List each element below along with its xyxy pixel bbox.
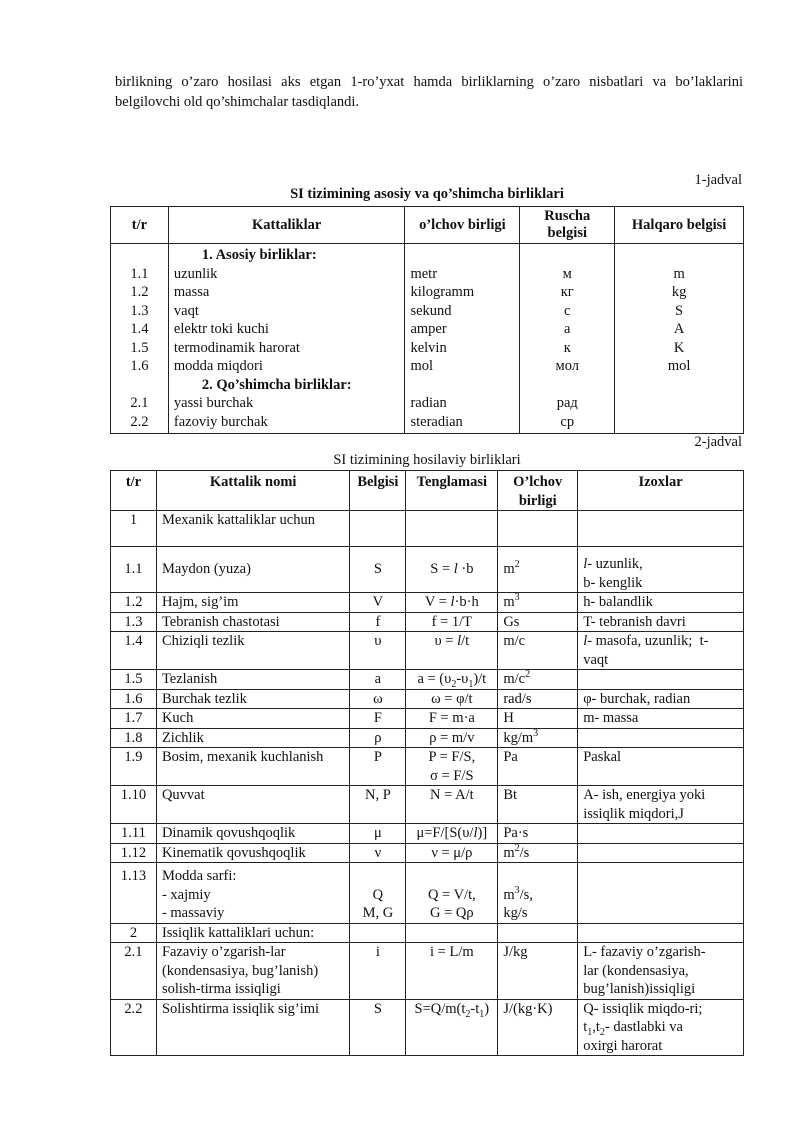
header-cell: t/r xyxy=(111,471,157,511)
section-heading: 1. Asosiy birliklar: xyxy=(201,247,317,263)
table-header-row xyxy=(111,471,744,511)
table2-title: SI tizimining hosilaviy birliklari xyxy=(333,452,521,468)
intro-paragraph: birlikning o’zaro hosilasi aks etgan 1-ro’yxat hamda birliklarning o’zaro nisbatlari va bo’laklarini belgilovchi old qo’shimchalar tasdiqlandi. xyxy=(115,74,743,110)
table-row: 2 Issiqlik kattaliklari uchun: xyxy=(111,923,744,943)
russian-symbol-column: м кг с а к мол рад ср xyxy=(520,244,615,434)
table-row: 1.7 Kuch F F = m·a H m- massa xyxy=(111,709,744,729)
table-row: 2.2 Solishtirma issiqlik sig’imi S $S=Q/m(t_2-t_1)$ J/(kg·K) Q- issiqlik miqdo-ri; $t_1,t_2-$ dastlabki va oxirgi harorat xyxy=(111,999,744,1056)
table-row: 1.11 Dinamik qovushqoqlik μ μ=F/[S(υ/l)] Pa·s xyxy=(111,824,744,844)
international-symbol-column: m kg S A K mol xyxy=(615,244,744,434)
header-cell: Ruscha belgisi xyxy=(520,207,615,244)
table-row: 1.13 Modda sarfi: - xajmiy - massaviy Q M, G Q = V/t, G = Qρ $m^3/s$, kg/s xyxy=(111,863,744,924)
table2-label: 2-jadval xyxy=(694,434,742,450)
header-cell: o’lchov birligi xyxy=(405,207,520,244)
table-row: 1.9 Bosim, mexanik kuchlanish P P = F/S, σ = F/S Pa Paskal xyxy=(111,748,744,786)
si-derived-units-table xyxy=(110,470,744,1056)
number-column: 1.1 1.2 1.3 1.4 1.5 1.6 2.1 2.2 xyxy=(111,244,169,434)
table-row: 1.3 Tebranish chastotasi f f = 1/T Gs T- tebranish davri xyxy=(111,612,744,632)
si-base-units-table xyxy=(110,206,744,434)
table-row: 1 Mexanik kattaliklar uchun xyxy=(111,511,744,547)
header-cell: Belgisi xyxy=(350,471,406,511)
header-cell: t/r xyxy=(111,207,169,244)
table-row: 1.12 Kinematik qovushqoqlik ν ν = μ/ρ $m^2/s$ xyxy=(111,843,744,863)
header-cell: O’lchov birligi xyxy=(498,471,578,511)
header-cell: Izoxlar xyxy=(578,471,744,511)
table-row: 1.2 Hajm, sig’im V V = l·b·h $m^3$ h- balandlik xyxy=(111,593,744,613)
quantity-column: 1. Asosiy birliklar: uzunlik massa vaqt elektr toki kuchi termodinamik harorat modda miqdori 2. Qo’shimcha birliklar: yassi burchak fazoviy burchak xyxy=(168,244,405,434)
section-heading: 2. Qo’shimcha birliklar: xyxy=(201,376,352,393)
table-row: 1.8 Zichlik ρ ρ = m/v $kg/m^3$ xyxy=(111,728,744,748)
header-cell: Halqaro belgisi xyxy=(615,207,744,244)
unit-column: metr kilogramm sekund amper kelvin mol radian steradian xyxy=(405,244,520,434)
header-cell: Kattalik nomi xyxy=(156,471,349,511)
table1-title: SI tizimining asosiy va qo’shimcha birliklari xyxy=(290,186,564,202)
table-body-row xyxy=(111,244,744,434)
table-row: 1.4 Chiziqli tezlik υ υ = l/t m/c l- masofa, uzunlik; t- vaqt xyxy=(111,632,744,670)
table-header-row xyxy=(111,207,744,244)
table-row: 1.1 Maydon (yuza) S S = l ·b $m^2$ l- uzunlik, b- kenglik xyxy=(111,547,744,593)
table1-label: 1-jadval xyxy=(694,172,742,188)
table-row: 1.5 Tezlanish a $a = (\upsilon_2-\upsilon_1)/t$ $m/c^2$ xyxy=(111,670,744,690)
header-cell: Tenglamasi xyxy=(406,471,498,511)
header-cell: Kattaliklar xyxy=(168,207,405,244)
table-row: 1.6 Burchak tezlik ω ω = φ/t rad/s φ- burchak, radian xyxy=(111,689,744,709)
table-row: 2.1 Fazaviy o’zgarish-lar (kondensasiya, bug’lanish) solish-tirma issiqligi i i = L/m J/kg L- fazaviy o’zgarish- lar (kondensasiya, bug’lanish)issiqligi xyxy=(111,943,744,1000)
table-row: 1.10 Quvvat N, P N = A/t Bt A- ish, energiya yoki issiqlik miqdori,J xyxy=(111,786,744,824)
